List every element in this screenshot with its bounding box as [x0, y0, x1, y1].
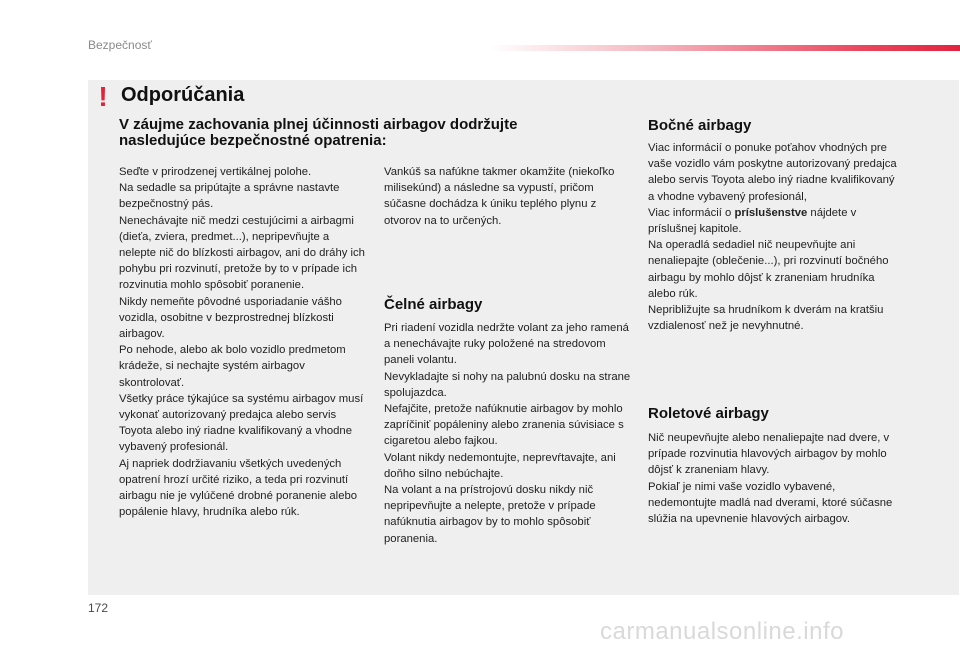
chapter-title: Bezpečnosť	[88, 38, 152, 52]
accessories-emphasis: príslušenstve	[734, 206, 808, 219]
paragraph	[648, 205, 898, 237]
paragraph: Nenechávajte nič medzi cestujúcimi a airbagmi (dieťa, zviera, predmet...), nepripevňujte a nelepte nič do blízkosti airbagov, ani do dráhy ich pohybu pri rozvinutí, pretože by to v prípade ich rozvinutia mohlo spôsobiť poranenie.	[119, 214, 365, 292]
side-airbags-heading: Bočné airbagy	[648, 117, 752, 134]
paragraph: Všetky práce týkajúce sa systému airbagov musí vykonať autorizovaný predajca alebo servis Toyota alebo iný riadne kvalifikovaný a vhodne vybavený profesionál.	[119, 392, 364, 454]
panel-title: Odporúčania	[121, 84, 245, 106]
inflation-note	[384, 164, 632, 229]
paragraph: Nikdy nemeňte pôvodné usporiadanie vášho vozidla, osobitne v bezprostrednej blízkosti airbagov.	[119, 295, 342, 341]
paragraph: Nepribližujte sa hrudníkom k dverám na kratšiu vzdialenosť než je nevyhnutné.	[648, 304, 884, 333]
text-span: nájdete v príslušnej kapitole.	[648, 206, 857, 236]
paragraph: Nevykladajte si nohy na palubnú dosku na strane spolujazdca.	[384, 370, 631, 399]
paragraph: Pokiaľ je nimi vaše vozidlo vybavené, nedemontujte madlá nad dverami, ktoré súčasne slúžia na upevnenie hlavových airbagov.	[648, 480, 893, 526]
frontal-airbags-text	[384, 320, 632, 547]
paragraph: Vankúš sa nafúkne takmer okamžite (niekoľko milisekúnd) a následne sa vypustí, pričom súčasne dochádza k úniku teplého plynu z otvorov na to určených.	[384, 166, 615, 227]
paragraph: Nič neupevňujte alebo nenaliepajte nad dvere, v prípade rozvinutia hlavových airbagov by mohlo dôjsť k zraneniam hlavy.	[648, 432, 890, 477]
curtain-airbags-text	[648, 430, 898, 527]
paragraph: Na volant a na prístrojovú dosku nikdy nič nepripevňujte a nelepte, pretože v prípade nafúknutia airbagov by to mohlo spôsobiť poranenia.	[384, 484, 596, 545]
curtain-airbags-heading: Roletové airbagy	[648, 405, 769, 422]
watermark: carmanualsonline.info	[600, 618, 844, 645]
frontal-airbags-heading: Čelné airbagy	[384, 296, 483, 313]
general-precautions	[119, 164, 369, 520]
paragraph: Volant nikdy nedemontujte, neprevŕtavajte, ani doňho silno nebúchajte.	[384, 451, 616, 480]
side-airbags-text	[648, 140, 898, 334]
paragraph: Pri riadení vozidla nedržte volant za jeho ramená a nenechávajte ruky položené na stredovom paneli volantu.	[384, 322, 629, 367]
paragraph: Viac informácií o ponuke poťahov vhodných pre vaše vozidlo vám poskytne autorizovaný predajca alebo servis Toyota alebo iný riadne kvalifikovaný a vhodne vybavený profesionál,	[648, 142, 897, 203]
exclamation-icon: !	[98, 81, 108, 112]
paragraph: Na sedadle sa pripútajte a správne nastavte bezpečnostný pás.	[119, 182, 340, 211]
page-number: 172	[88, 601, 109, 615]
paragraph: Seďte v prirodzenej vertikálnej polohe.	[119, 166, 312, 178]
paragraph: Aj napriek dodržiavaniu všetkých uvedených opatrení hrozí určité riziko, a teda pri rozvinutí airbagu nie je vylúčené drobné poranenie alebo popálenie hlavy, hrudníka alebo rúk.	[119, 457, 358, 519]
intro-heading: V záujme zachovania plnej účinnosti airbagov dodržujte nasledujúce bezpečnostné opatrenia:	[119, 116, 518, 149]
paragraph: Na operadlá sedadiel nič neupevňujte ani nenaliepajte (oblečenie...), pri rozvinutí bočného airbagu by mohlo dôjsť k zraneniam hrudníka alebo rúk.	[648, 239, 889, 300]
text-span: Viac informácií o	[648, 206, 735, 219]
accent-bar	[490, 45, 960, 51]
paragraph: Po nehode, alebo ak bolo vozidlo predmetom krádeže, si nechajte systém airbagov skontrolovať.	[119, 344, 346, 389]
paragraph: Nefajčite, pretože nafúknutie airbagov by mohlo zapríčiniť popáleniny alebo zranenia súvisiace s cigaretou alebo fajkou.	[384, 403, 624, 448]
